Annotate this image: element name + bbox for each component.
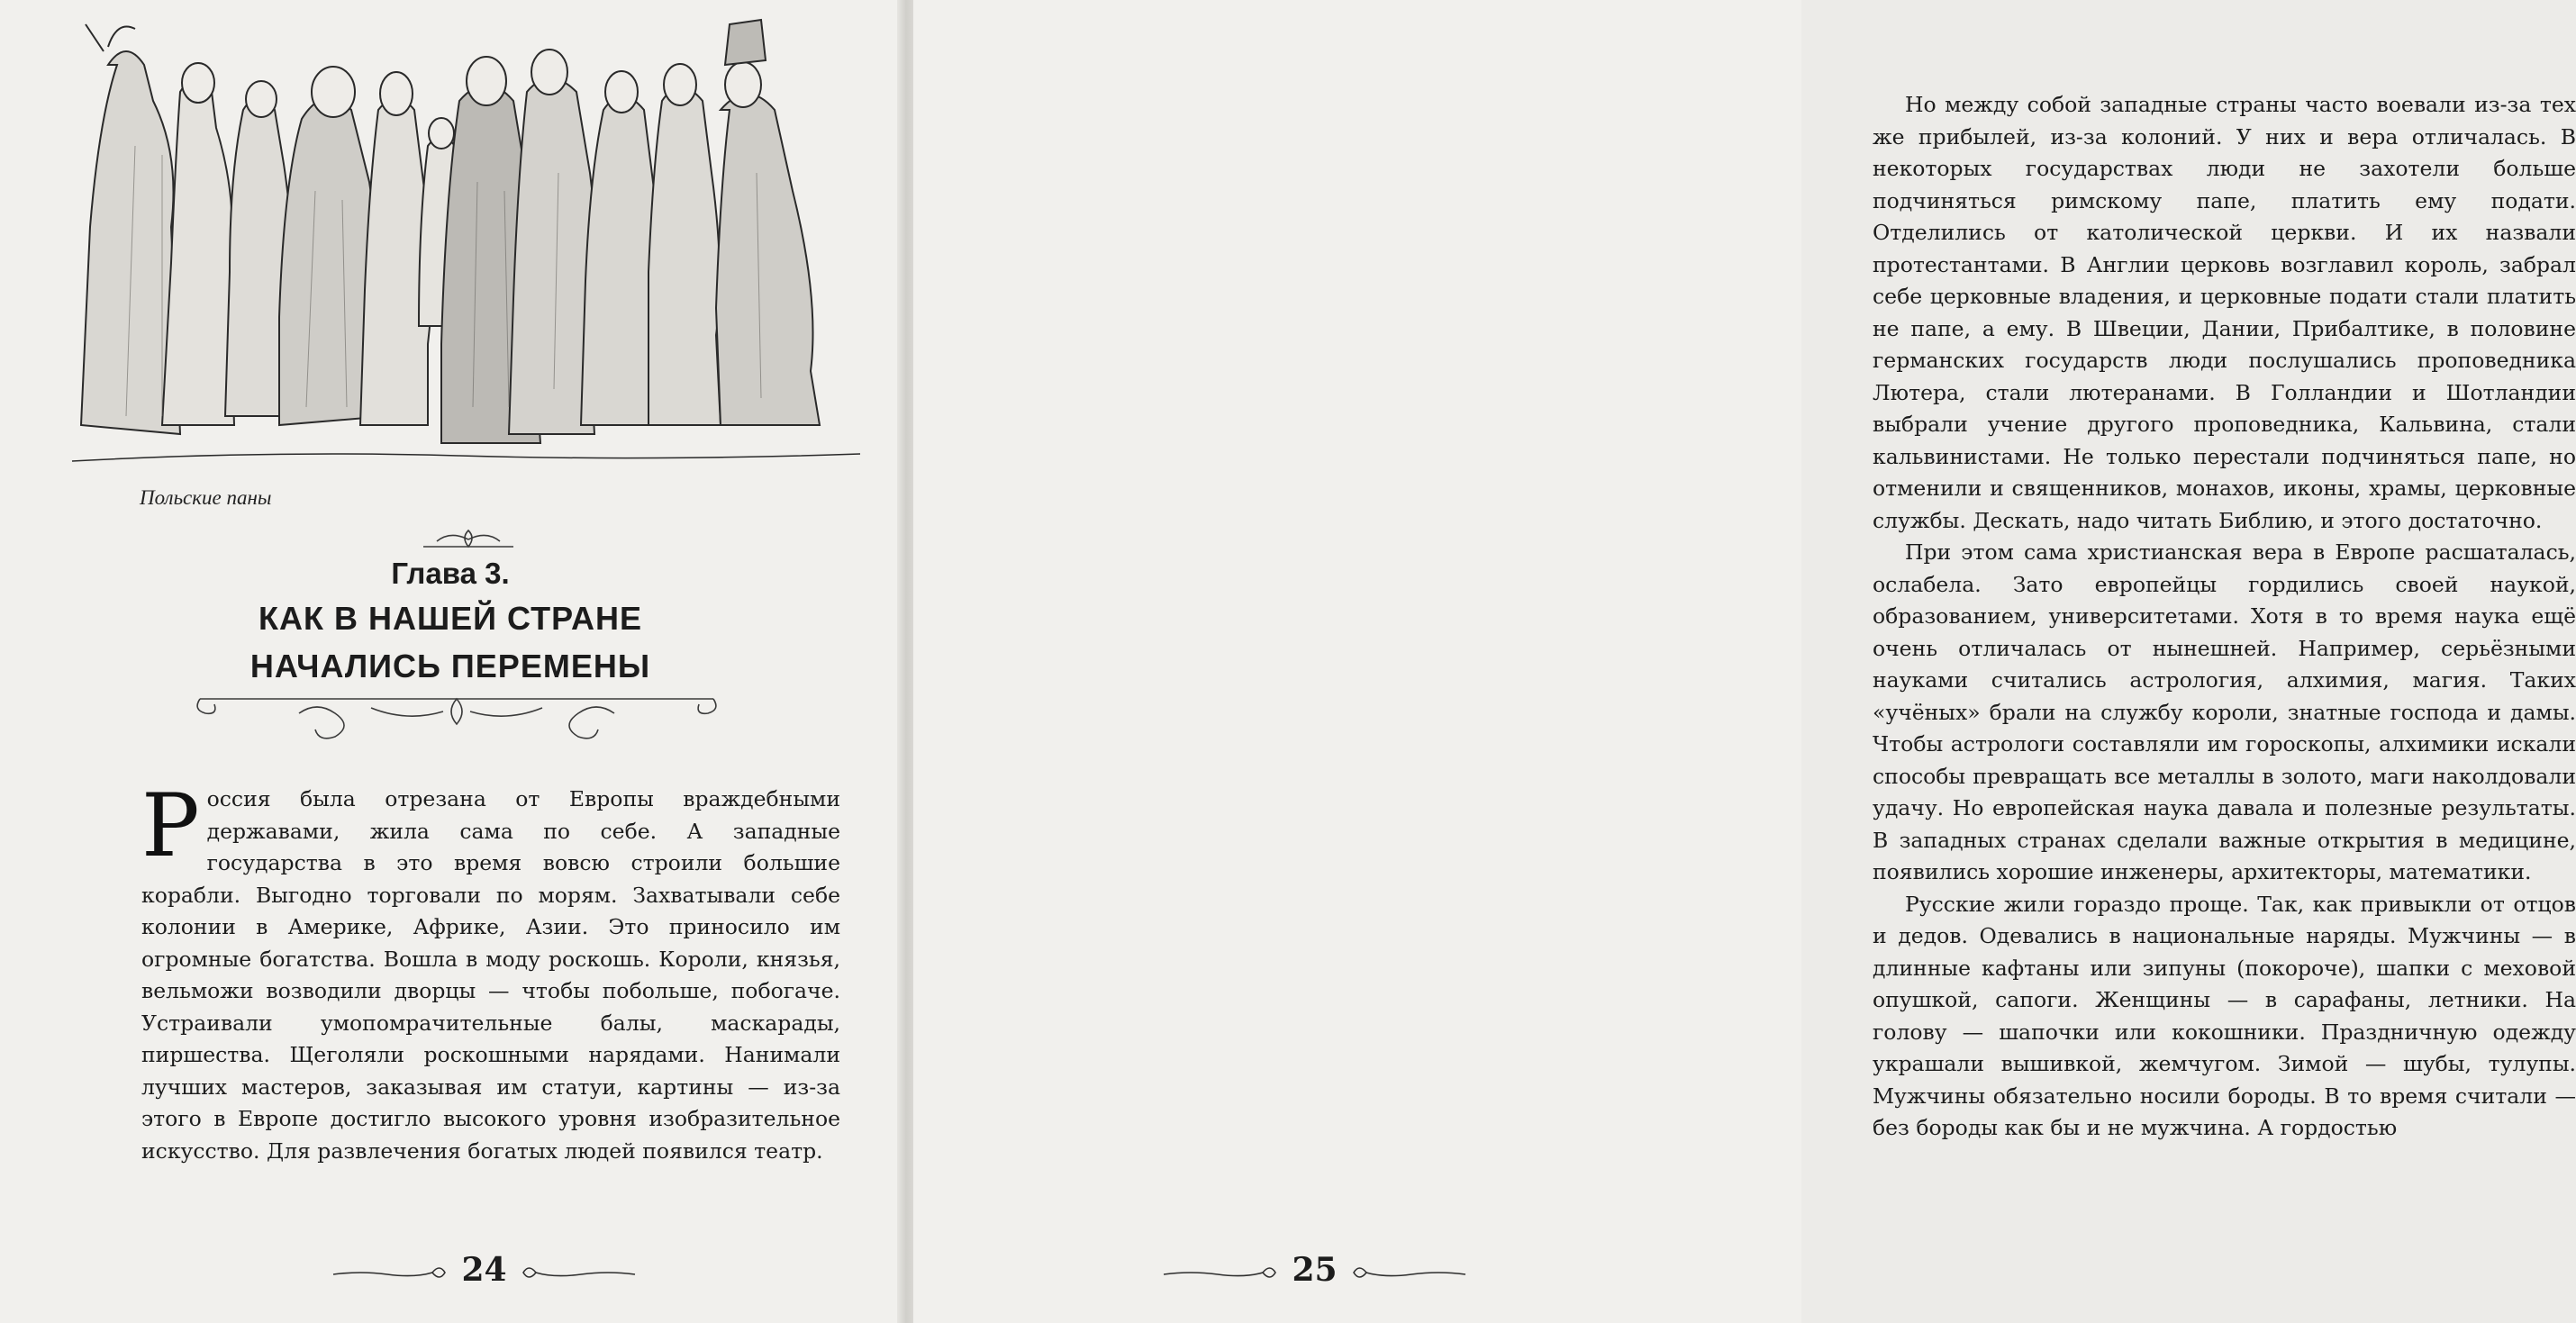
page-number: 25 (1292, 1251, 1338, 1289)
page-footer (1159, 1247, 1470, 1301)
paragraph: Но между собой западные страны часто воевали из-за тех же прибылей, из-за колоний. У них и вера отличалась. В некоторых государствах люди не захотели больше подчиняться римскому папе, платить ему подати. Отделились от католической церкви. И их назвали протестантами. В Англии церковь возглавил король, забрал себе церковные владения, и церковные подати стали платить не папе, а ему. В Швеции, Дании, Прибалтике, в половине германских государств люди послушались проповедника Лютера, стали лютеранами. В Голландии и Шотландии выбрали учение другого проповедника, Кальвина, стали кальвинистами. Не только перестали подчиняться папе, но отменили и священников, монахов, иконы, храмы, церковные службы. Дескать, надо читать Библию, и этого достаточно. (1873, 92, 2576, 533)
paragraph: При этом сама христианская вера в Европе расшаталась, ослабела. Зато европейцы гордились своей наукой, образованием, университетами. Хотя в то время наука ещё очень отличалась от нынешней. Например, серьёзными науками считались астрология, алхимия, магия. Таких «учёных» брали на службу короли, знатные господа и дамы. Чтобы астрологи составляли им гороскопы, алхимики искали способы превращать все металлы в золото, маги наколдовали удачу. Но европейская наука давала и полезные результаты. В западных странах сделали важные открытия в медицине, появились хорошие инженеры, архитекторы, математики. (1873, 539, 2576, 884)
chapter-bottom-ornament (191, 686, 722, 749)
chapter-top-ornament (419, 525, 518, 552)
left-body-text (141, 775, 840, 1167)
page-footer (329, 1247, 639, 1301)
chapter-title (0, 594, 901, 690)
polish-nobles-illustration (72, 11, 860, 488)
chapter-title-line2: НАЧАЛИСЬ ПЕРЕМЕНЫ (249, 648, 651, 684)
page-number: 24 (461, 1251, 507, 1289)
chapter-number: Глава 3. (391, 557, 510, 590)
paragraph: Русские жили гораздо проще. Так, как привыкли от отцов и дедов. Одевались в национальные наряды. Мужчины — в длинные кафтаны или зипуны (покороче), шапки с меховой опушкой, сапоги. Женщины — в сарафаны, летники. На голову — шапочки или кокошники. Праздничную одежду украшали вышивкой, жемчугом. Зимой — шубы, тулупы. Мужчины обязательно носили бороды. В то время считали — без бороды как бы и не мужчина. А гордостью (1873, 891, 2576, 1140)
left-page (0, 0, 901, 1323)
paragraph (141, 775, 840, 1167)
illustration-caption: Польские паны (140, 486, 272, 509)
right-page (913, 0, 2576, 1323)
chapter-title-line1: КАК В НАШЕЙ СТРАНЕ (259, 600, 642, 637)
right-body-text (1873, 89, 2576, 1145)
drop-cap: Р (141, 775, 200, 876)
paragraph-text: оссия была отрезана от Европы враждебными державами, жила сама по себе. А западные государства в это время вовсю строили большие корабли. Выгодно торговали по морям. Захватывали себе колонии в Америке, Африке, Азии. Это приносило им огромные богатства. Вошла в моду роскошь. Короли, князья, вельможи возводили дворцы — чтобы побольше, побогаче. Устраивали умопомрачительные балы, маскарады, пиршества. Щеголяли роскошными нарядами. Нанимали лучших мастеров, заказывая им статуи, картины — из-за этого в Европе достигло высокого уровня изобразительное искусство. Для развлечения богатых людей появился театр. (141, 786, 840, 1164)
